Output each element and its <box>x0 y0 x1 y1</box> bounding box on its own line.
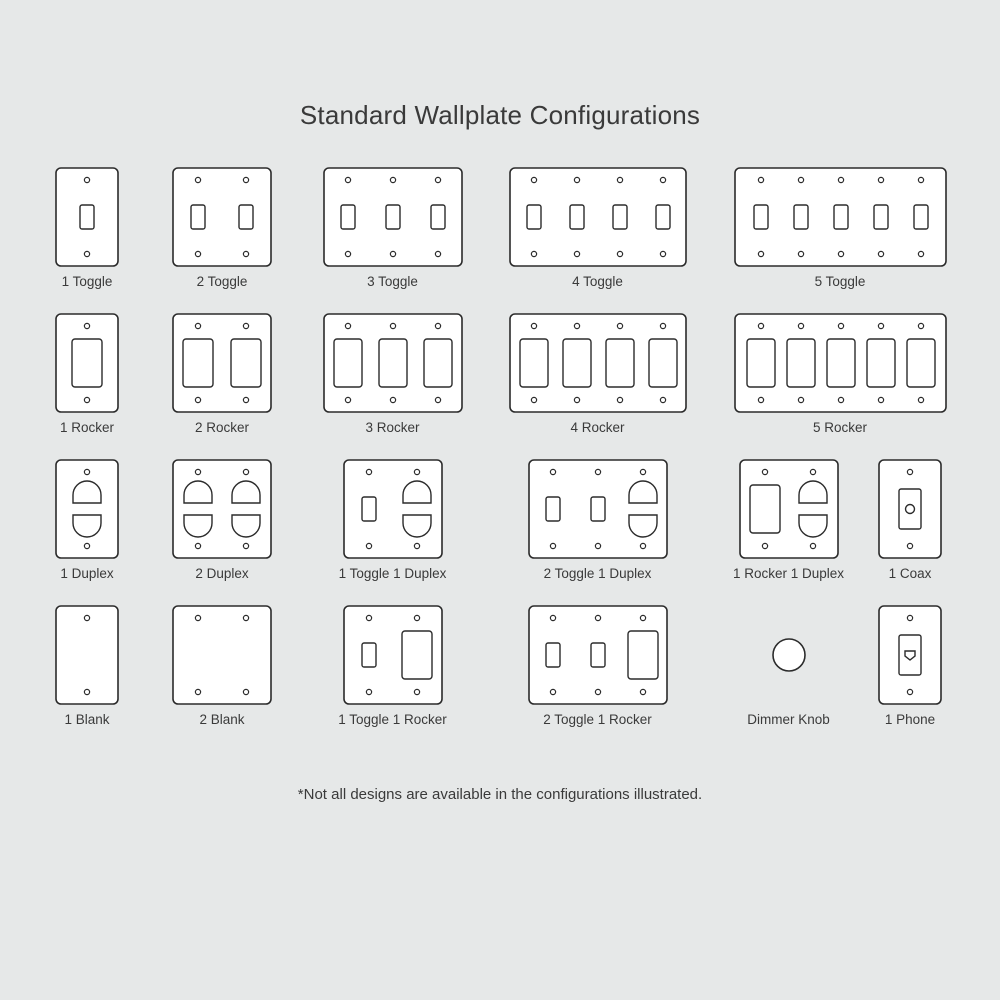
config-item-2-toggle-1-rocker <box>500 603 695 727</box>
config-label: 2 Blank <box>199 712 245 727</box>
config-item-1-phone <box>855 603 965 727</box>
plate-graphic <box>22 457 152 561</box>
plate-graphic <box>500 457 695 561</box>
config-item-5-toggle <box>730 165 950 289</box>
knob-graphic <box>716 603 861 707</box>
config-label: 2 Toggle 1 Duplex <box>543 566 652 581</box>
config-label: 4 Rocker <box>570 420 625 435</box>
plate-graphic <box>22 311 152 415</box>
config-item-4-toggle <box>500 165 695 289</box>
plate-graphic <box>500 165 695 269</box>
config-item-3-rocker <box>310 311 475 435</box>
config-label: 2 Rocker <box>194 420 250 435</box>
config-item-1-coax <box>855 457 965 581</box>
config-item-1-rocker-1-duplex <box>716 457 861 581</box>
config-label: 2 Duplex <box>195 566 249 581</box>
config-item-1-toggle <box>22 165 152 289</box>
config-label: 1 Duplex <box>60 566 114 581</box>
row-blank <box>0 603 1000 749</box>
plate-graphic <box>157 311 287 415</box>
plate-graphic <box>157 603 287 707</box>
config-item-1-toggle-1-rocker <box>310 603 475 727</box>
config-label: 1 Rocker 1 Duplex <box>732 566 845 581</box>
config-item-2-duplex <box>157 457 287 581</box>
plate-graphic <box>716 457 861 561</box>
config-item-2-toggle-1-duplex <box>500 457 695 581</box>
config-item-2-rocker <box>157 311 287 435</box>
config-label: Dimmer Knob <box>747 712 830 727</box>
config-item-2-blank <box>157 603 287 727</box>
config-label: 1 Blank <box>64 712 110 727</box>
page-title: Standard Wallplate Configurations <box>299 100 701 130</box>
plate-graphic <box>310 457 475 561</box>
config-item-5-rocker <box>730 311 950 435</box>
config-label: 2 Toggle 1 Rocker <box>543 712 652 727</box>
config-label: 1 Toggle <box>61 274 113 289</box>
config-item-3-toggle <box>310 165 475 289</box>
plate-graphic <box>310 165 475 269</box>
config-label: 1 Rocker <box>59 420 115 435</box>
plate-graphic <box>500 603 695 707</box>
plate-graphic <box>310 311 475 415</box>
footnote-text: *Not all designs are available in the configurations illustrated. <box>297 786 703 803</box>
plate-graphic <box>157 457 287 561</box>
config-label: 4 Toggle <box>572 274 623 289</box>
config-label: 3 Toggle <box>367 274 418 289</box>
config-label: 1 Phone <box>884 712 936 727</box>
config-label: 1 Toggle 1 Duplex <box>338 566 447 581</box>
plate-graphic <box>310 603 475 707</box>
config-label: 5 Toggle <box>814 274 866 289</box>
plate-graphic <box>855 603 965 707</box>
config-label: 5 Rocker <box>812 420 868 435</box>
config-item-1-rocker <box>22 311 152 435</box>
config-item-1-duplex <box>22 457 152 581</box>
config-item-1-blank <box>22 603 152 727</box>
config-label: 2 Toggle <box>196 274 248 289</box>
row-rocker <box>0 311 1000 457</box>
config-item-2-toggle <box>157 165 287 289</box>
config-label: 1 Coax <box>888 566 932 581</box>
plate-graphic <box>730 165 950 269</box>
plate-graphic <box>500 311 695 415</box>
config-item-4-rocker <box>500 311 695 435</box>
plate-graphic <box>22 603 152 707</box>
plate-graphic <box>730 311 950 415</box>
configuration-grid <box>0 165 1000 749</box>
plate-graphic <box>855 457 965 561</box>
plate-graphic <box>22 165 152 269</box>
config-item-dimmer-knob <box>716 603 861 727</box>
config-item-1-toggle-1-duplex <box>310 457 475 581</box>
config-label: 1 Toggle 1 Rocker <box>338 712 447 727</box>
config-label: 3 Rocker <box>365 420 420 435</box>
plate-graphic <box>157 165 287 269</box>
row-duplex <box>0 457 1000 603</box>
row-toggle <box>0 165 1000 311</box>
